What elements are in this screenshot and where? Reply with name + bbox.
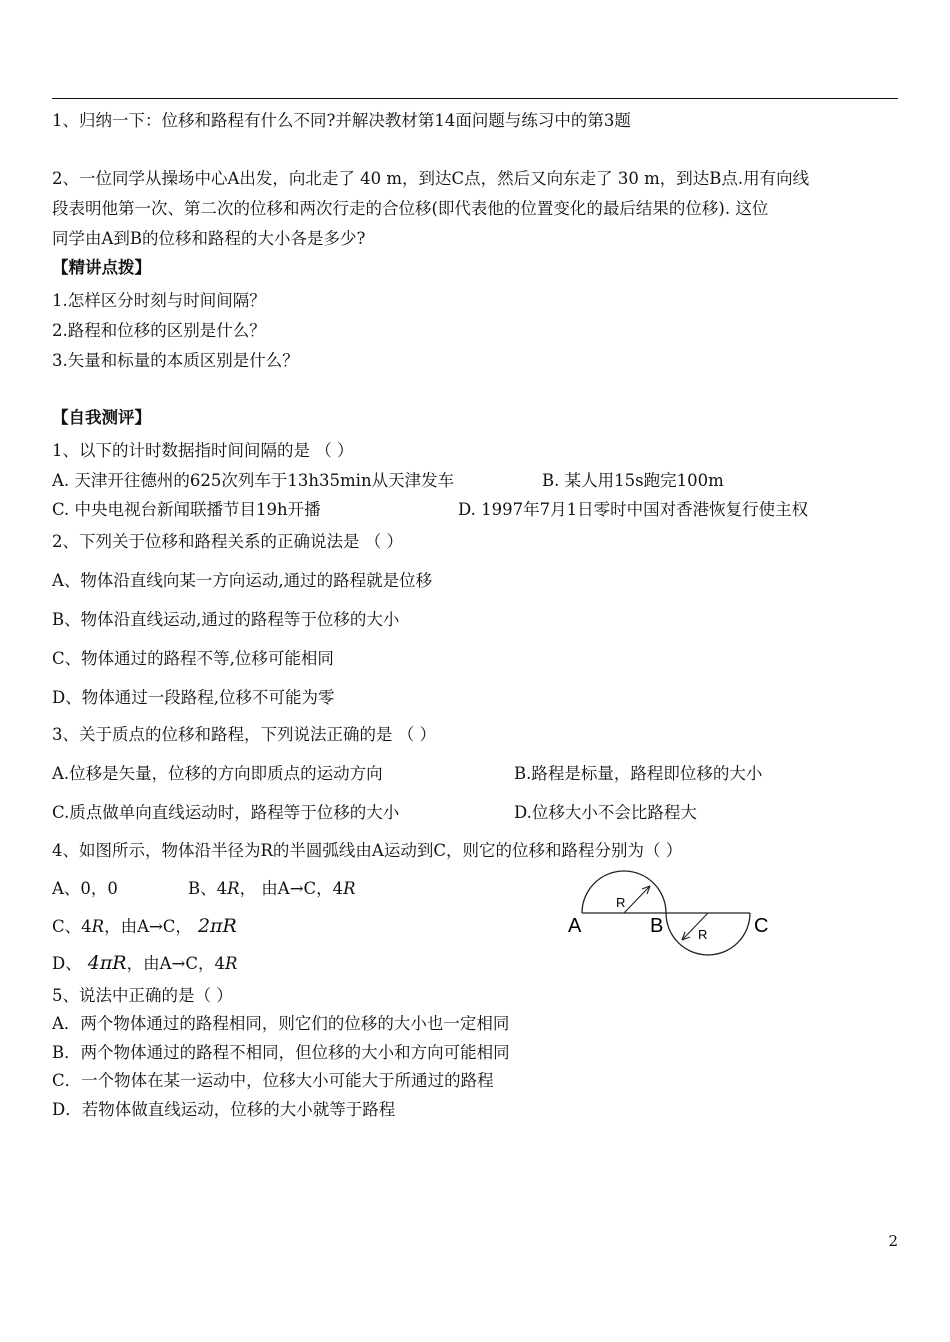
- q1-option-b: B. 某人用15s跑完100m: [542, 471, 724, 490]
- q3-option-a: A.位移是矢量，位移的方向即质点的运动方向: [52, 764, 383, 783]
- q4-option-b: [188, 878, 356, 900]
- q4-c-mid: ，由A→C，: [104, 917, 192, 936]
- q4-option-c: [52, 915, 237, 938]
- q2-option-b: B、物体沿直线运动,通过的路程等于位移的大小: [52, 610, 400, 629]
- label-a: A: [568, 915, 582, 937]
- q4-d-prefix: D、: [52, 954, 82, 973]
- q5-option-c: C．一个物体在某一运动中，位移大小可能大于所通过的路程: [52, 1071, 494, 1090]
- q4-b-mid: ， 由A→C，4: [239, 879, 344, 898]
- q2-option-d: D、物体通过一段路程,位移不可能为零: [52, 688, 335, 707]
- semicircle-figure: [560, 868, 790, 968]
- q1-option-d: D. 1997年7月1日零时中国对香港恢复行使主权: [458, 500, 809, 519]
- page-number: 2: [888, 1232, 898, 1250]
- intro-question-2-line-3: 同学由A到B的位移和路程的大小各是多少?: [52, 229, 366, 248]
- intro-question-2-line-2: 段表明他第一次、第二次的位移和两次行走的合位移(即代表他的位置变化的最后结果的位移). 这位: [52, 199, 769, 218]
- q3-stem: 3、关于质点的位移和路程，下列说法正确的是 （ ）: [52, 725, 436, 744]
- label-r-top: R: [616, 895, 626, 910]
- q4-d-math: 4πR: [87, 952, 127, 974]
- header-rule: [52, 98, 898, 99]
- q1-stem: 1、以下的计时数据指时间间隔的是 （ ）: [52, 441, 354, 460]
- q2-option-a: A、物体沿直线向某一方向运动,通过的路程就是位移: [52, 571, 433, 590]
- q4-option-a: A、0，0: [52, 879, 118, 898]
- section-title-ziwo: 【自我测评】: [52, 408, 151, 427]
- q5-option-d: D．若物体做直线运动，位移的大小就等于路程: [52, 1100, 396, 1119]
- jingjiang-item-2: 2.路程和位移的区别是什么？: [52, 321, 266, 340]
- radius-arrow-upper: [624, 886, 650, 913]
- q3-option-b: B.路程是标量，路程即位移的大小: [514, 764, 763, 783]
- label-r-bottom: R: [698, 927, 708, 942]
- label-c: C: [754, 915, 769, 937]
- q4-option-d: [52, 952, 237, 975]
- arc-lower: [666, 913, 750, 955]
- q4-c-math: 2πR: [197, 915, 237, 937]
- q3-option-d: D.位移大小不会比路程大: [514, 803, 697, 822]
- intro-question-1: 1、归纳一下：位移和路程有什么不同?并解决教材第14面问题与练习中的第3题: [52, 111, 631, 130]
- q4-b-prefix: B、4: [188, 879, 228, 898]
- q4-b-r2: R: [343, 879, 356, 898]
- q4-c-r: R: [91, 917, 105, 936]
- intro-question-2-line-1: 2、一位同学从操场中心A出发，向北走了 40 m，到达C点，然后又向东走了 30 m，到达B点.用有向线: [52, 169, 810, 188]
- q2-stem: 2、下列关于位移和路程关系的正确说法是 （ ）: [52, 532, 403, 551]
- q4-c-prefix: C、4: [52, 917, 92, 936]
- q4-stem: 4、如图所示，物体沿半径为R的半圆弧线由A运动到C，则它的位移和路程分别为（ ）: [52, 841, 683, 860]
- q4-d-mid: ，由A→C，4: [126, 954, 225, 973]
- q1-option-c: C. 中央电视台新闻联播节目19h开播: [52, 500, 321, 519]
- q5-option-a: A．两个物体通过的路程相同，则它们的位移的大小也一定相同: [52, 1014, 510, 1033]
- q2-option-c: C、物体通过的路程不等,位移可能相同: [52, 649, 334, 668]
- q4-d-r: R: [225, 954, 238, 973]
- jingjiang-item-3: 3.矢量和标量的本质区别是什么？: [52, 351, 299, 370]
- q4-b-r: R: [227, 879, 240, 898]
- label-b: B: [650, 915, 664, 937]
- q3-option-c: C.质点做单向直线运动时，路程等于位移的大小: [52, 803, 400, 822]
- q1-option-a: A. 天津开往德州的625次列车于13h35min从天津发车: [52, 471, 455, 490]
- section-title-jingjiang: 【精讲点拨】: [52, 258, 151, 277]
- q5-option-b: B．两个物体通过的路程不相同，但位移的大小和方向可能相同: [52, 1043, 510, 1062]
- q5-stem: 5、说法中正确的是（ ）: [52, 986, 233, 1005]
- jingjiang-item-1: 1.怎样区分时刻与时间间隔？: [52, 291, 266, 310]
